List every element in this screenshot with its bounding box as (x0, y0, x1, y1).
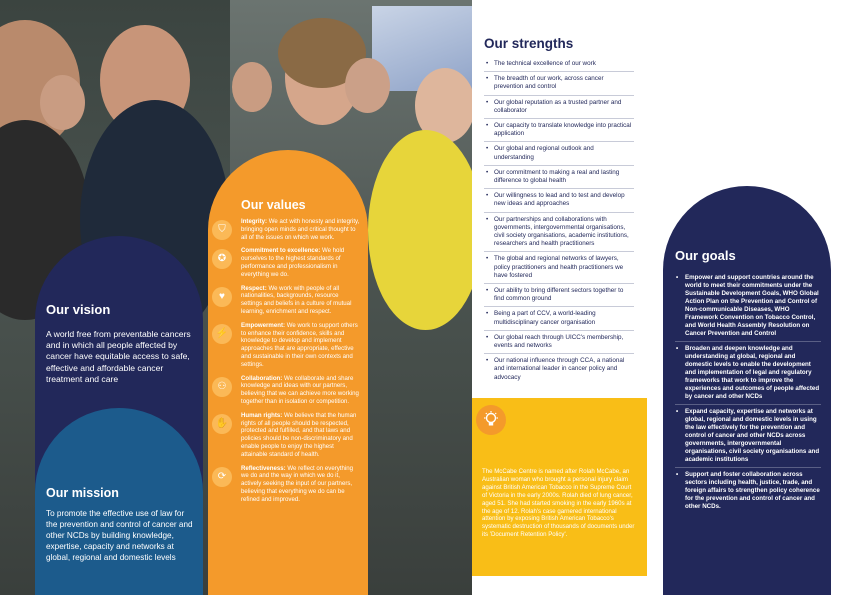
value-label: Human rights: (241, 411, 283, 419)
mccabe-box (472, 398, 647, 576)
list-item: • Our willingness to lead and to test and develop new ideas and approaches (484, 189, 634, 212)
value-label: Respect: (241, 284, 267, 292)
refresh-icon: ⟳ (212, 467, 232, 487)
value-label: Reflectiveness: (241, 464, 286, 472)
person-right-body (368, 130, 472, 330)
value-text: We hold ourselves to the highest standards of performance and professionalism in everything we do. (241, 247, 345, 278)
list-item: • Our global reach through UICC's membership, events and networks (484, 331, 634, 354)
person-mid (345, 58, 390, 113)
list-item: • Support and foster collaboration across sectors including health, justice, trade, and foreign affairs to strengthen policy coherence for the prevention and control of cancer and other NCDs. (675, 468, 821, 514)
vision-text: A world free from preventable cancers and in which all people affected by cancer have equitable access to safe, effective and affordable cancer treatment and care (46, 329, 191, 384)
list-item: • Our ability to bring different sectors together to find common ground (484, 284, 634, 307)
value-label: Empowerment: (241, 321, 286, 329)
lightbulb-icon (476, 405, 506, 435)
values-title: Our values (241, 198, 306, 212)
list-item: • Broaden and deepen knowledge and understanding at global, regional and domestic levels to enable the development and implementation of legal and regulatory frameworks that work to improve the experiences and outcomes of people affected by cancer and other NCDs (675, 342, 821, 405)
hand-icon: ✋ (212, 414, 232, 434)
list-item: • Being a part of CCV, a world-leading multidisciplinary cancer organisation (484, 307, 634, 330)
mission-text: To promote the effective use of law for the prevention and control of cancer and other NCDs by building knowledge, expertise, capacity and networks at global, regional and domestic levels (46, 509, 193, 562)
value-item (219, 284, 360, 316)
list-item: • Expand capacity, expertise and networks at global, regional and domestic levels in using the law effectively for the prevention and control of cancer and other NCDs across governments, intergovernmental organisations, civil society organisations and academic institutions (675, 405, 821, 468)
value-item (217, 464, 360, 504)
value-item (215, 321, 360, 369)
list-item: • The global and regional networks of lawyers, policy practitioners and health practitioners we have fostered (484, 252, 634, 284)
list-item: • Empower and support countries around the world to meet their commitments under the Sustainable Development Goals, WHO Global Action Plan on the Prevention and Control of Non-communicable Diseases, WHO Framework Convention on Tobacco Control, and World Health Assembly Resolution on Cancer Prevention and Control (675, 271, 821, 342)
value-label: Collaboration: (241, 374, 283, 382)
mission-title: Our mission (46, 486, 119, 500)
value-text: We collaborate and share knowledge and ideas with our partners, believing that we can achieve more working together than in isolation or competition. (241, 374, 359, 405)
person-back (232, 62, 272, 112)
mccabe-text: The McCabe Centre is named after Rolah McCabe, an Australian woman who brought a personal injury claim against British American Tobacco in the Supreme Court of Victoria in the early 2000s. Rolah died of lung cancer, aged 51. She had started smoking in the early 1960s at the age of 12. Rolah's case garnered international attention by exposing British American Tobacco's systematic destruction of thousands of documents under its 'Document Retention Policy'. (482, 468, 635, 539)
mission-panel (35, 408, 203, 595)
value-label: Commitment to excellence: (241, 247, 321, 255)
shield-icon: ⛉ (212, 220, 232, 240)
list-item: • Our partnerships and collaborations with governments, intergovernmental organisations, civil society organisations, academic institutions, researchers and health practitioners (484, 213, 634, 253)
list-item: • Our global reputation as a trusted partner and collaborator (484, 96, 634, 119)
heart-icon: ♥ (212, 287, 232, 307)
lightning-icon: ⚡ (212, 324, 232, 344)
goals-list (675, 271, 821, 514)
list-item: • The breadth of our work, across cancer prevention and control (484, 72, 634, 95)
list-item: • Our capacity to translate knowledge into practical application (484, 119, 634, 142)
value-label: Integrity: (241, 218, 268, 225)
list-item: • The technical excellence of our work (484, 57, 634, 72)
value-text: We work with people of all nationalities, backgrounds, resource settings and beliefs in a culture of mutual learning, enrichment and respect. (241, 284, 352, 315)
value-item (217, 374, 360, 406)
list-item: • Our commitment to making a real and lasting difference to global health (484, 166, 634, 189)
strengths-panel (472, 0, 660, 400)
value-item (218, 218, 360, 241)
list-item: • Our global and regional outlook and understanding (484, 142, 634, 165)
strengths-title: Our strengths (484, 36, 574, 51)
value-item (215, 411, 360, 459)
value-text: We act with honesty and integrity, bringing open minds and critical thought to all of the issues on which we work. (241, 218, 360, 241)
values-panel (208, 150, 368, 595)
vision-title: Our vision (46, 302, 111, 317)
award-icon: ✪ (212, 249, 232, 269)
goals-panel (663, 186, 831, 595)
value-text: We reflect on everything we do and the way in which we do it, actively seeking the input of our partners, believing that everything we do can be refined and improved. (241, 464, 354, 503)
value-text: We believe that the human rights of all people should be respected, protected and fulfilled, and that laws and policies should be non-discriminatory and enable people to enjoy the highest attainable standard of health. (241, 411, 357, 458)
value-text: We work to support others to enhance their confidence, skills and knowledge to develop and implement approaches that are appropriate, effective and sustainable in their own contexts and settings. (241, 321, 358, 368)
person-glasses (40, 75, 85, 130)
value-item (217, 247, 360, 278)
people-icon: ⚇ (212, 377, 232, 397)
list-item: • Our national influence through CCA, a national and international leader in cancer policy and advocacy (484, 354, 634, 385)
strengths-list (484, 57, 634, 385)
goals-title: Our goals (675, 248, 736, 263)
